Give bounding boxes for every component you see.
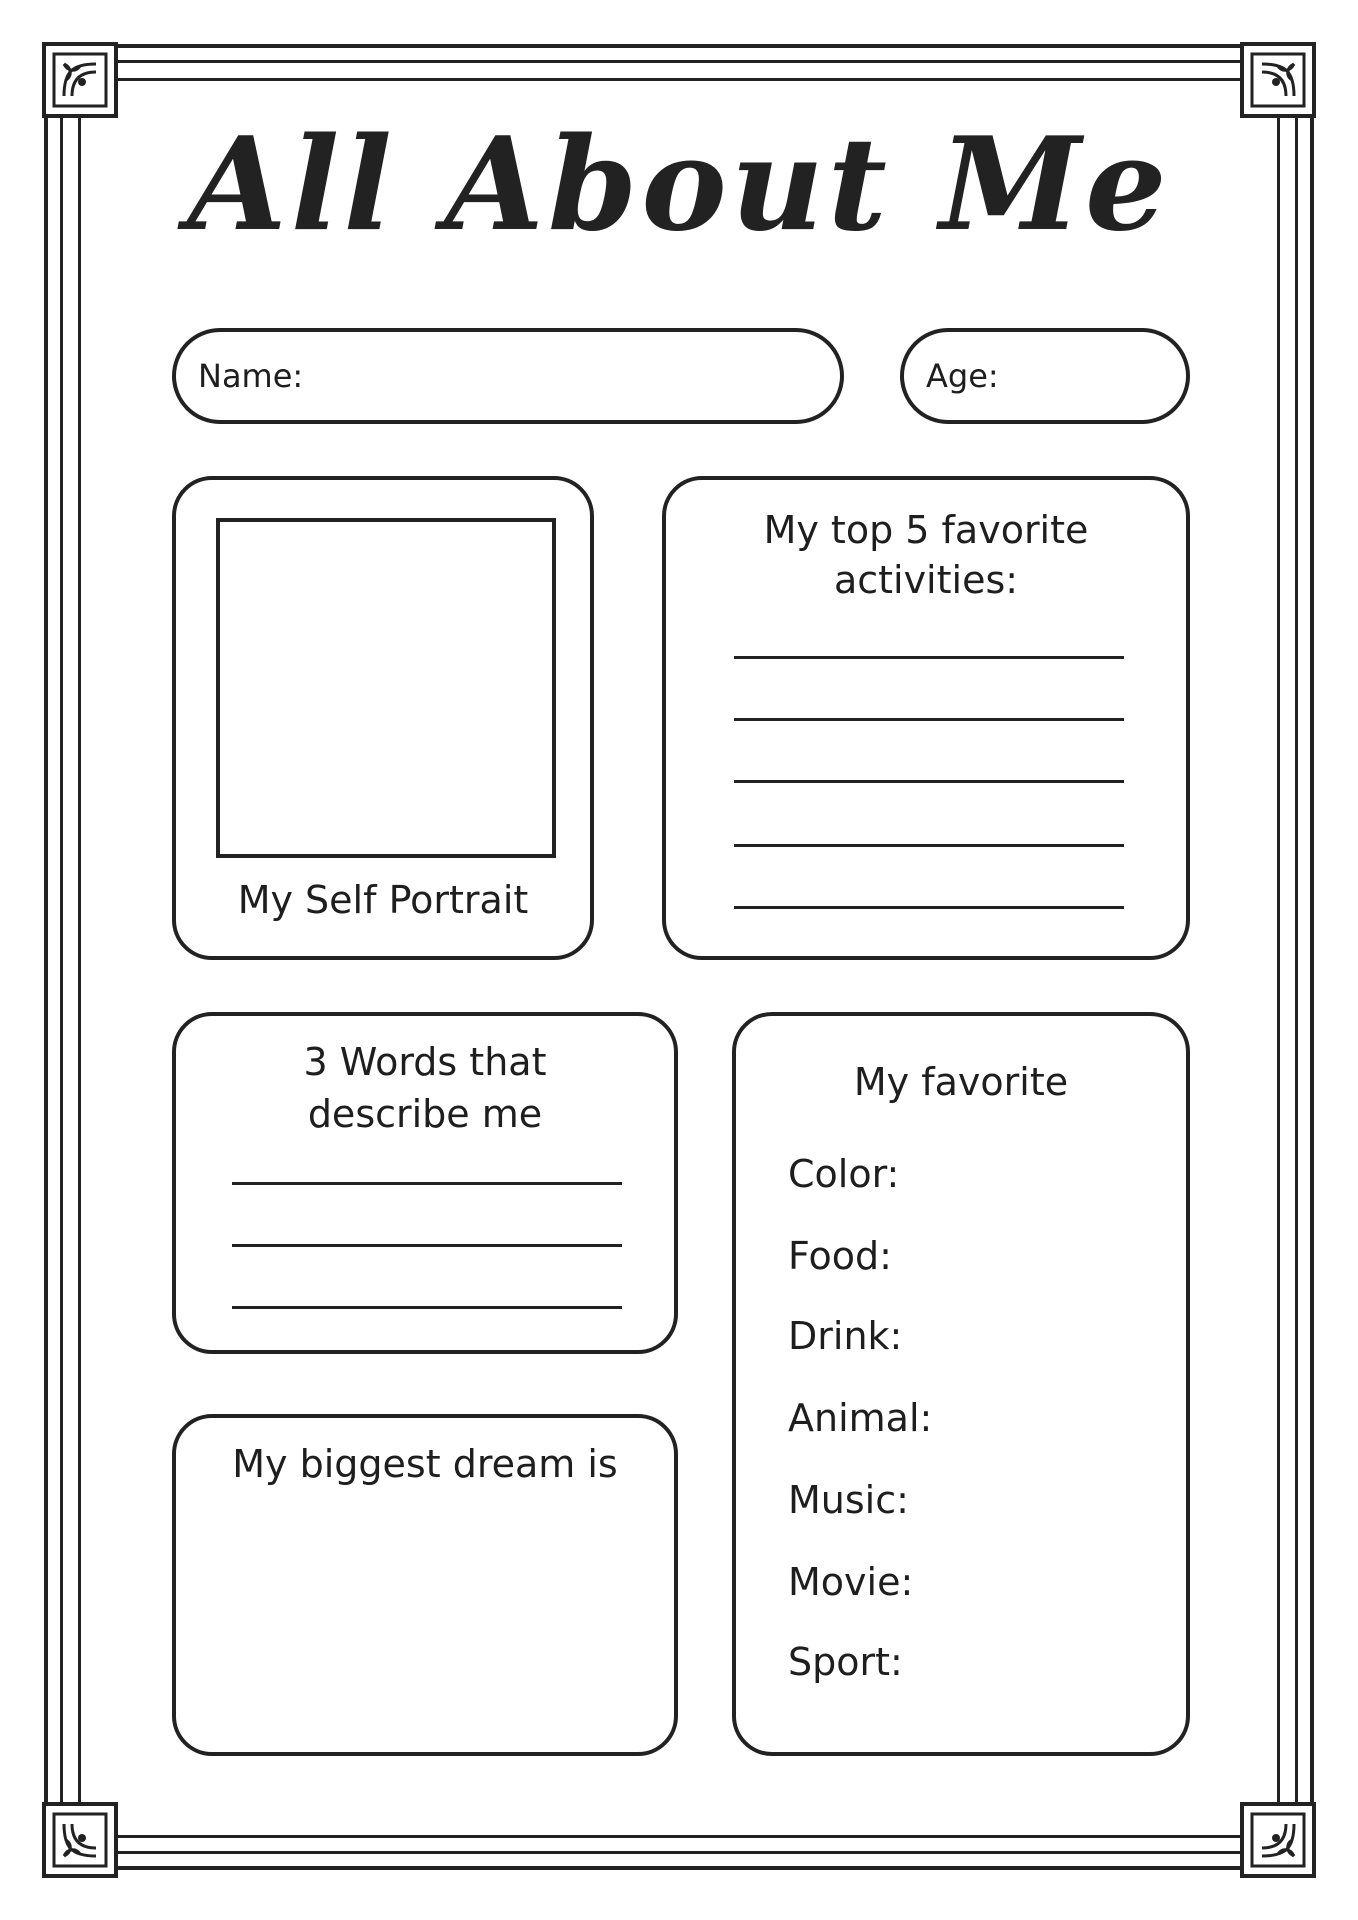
age-label: Age: bbox=[926, 357, 999, 395]
activity-line[interactable] bbox=[734, 844, 1124, 847]
activity-line[interactable] bbox=[734, 718, 1124, 721]
portrait-drawing-area[interactable] bbox=[216, 518, 556, 858]
activity-line[interactable] bbox=[734, 656, 1124, 659]
three-words-heading-line2: describe me bbox=[307, 1092, 543, 1136]
favorite-animal[interactable]: Animal: bbox=[788, 1396, 933, 1440]
activities-box bbox=[662, 476, 1190, 960]
name-label: Name: bbox=[198, 357, 304, 395]
ornament-icon bbox=[1240, 1802, 1316, 1878]
word-line[interactable] bbox=[232, 1306, 622, 1309]
favorite-food[interactable]: Food: bbox=[788, 1234, 892, 1278]
favorites-heading: My favorite bbox=[853, 1060, 1069, 1104]
three-words-box bbox=[172, 1012, 678, 1354]
three-words-heading-line1: 3 Words that bbox=[303, 1040, 547, 1084]
dream-heading: My biggest dream is bbox=[232, 1442, 618, 1486]
ornament-icon bbox=[1240, 42, 1316, 118]
ornament-icon bbox=[42, 42, 118, 118]
page-title: All About Me bbox=[187, 110, 1171, 260]
favorite-color[interactable]: Color: bbox=[788, 1152, 900, 1196]
activity-line[interactable] bbox=[734, 906, 1124, 909]
word-line[interactable] bbox=[232, 1182, 622, 1185]
ornament-icon bbox=[42, 1802, 118, 1878]
self-portrait-box bbox=[172, 476, 594, 960]
favorite-drink[interactable]: Drink: bbox=[788, 1314, 903, 1358]
self-portrait-caption: My Self Portrait bbox=[237, 878, 529, 922]
favorite-sport[interactable]: Sport: bbox=[788, 1640, 903, 1684]
activities-heading-line2: activities: bbox=[833, 558, 1019, 602]
activity-line[interactable] bbox=[734, 780, 1124, 783]
word-line[interactable] bbox=[232, 1244, 622, 1247]
name-field[interactable] bbox=[172, 328, 844, 424]
favorites-box bbox=[732, 1012, 1190, 1756]
favorite-movie[interactable]: Movie: bbox=[788, 1560, 914, 1604]
dream-box[interactable] bbox=[172, 1414, 678, 1756]
activities-heading-line1: My top 5 favorite bbox=[763, 508, 1089, 552]
favorite-music[interactable]: Music: bbox=[788, 1478, 909, 1522]
age-field[interactable] bbox=[900, 328, 1190, 424]
